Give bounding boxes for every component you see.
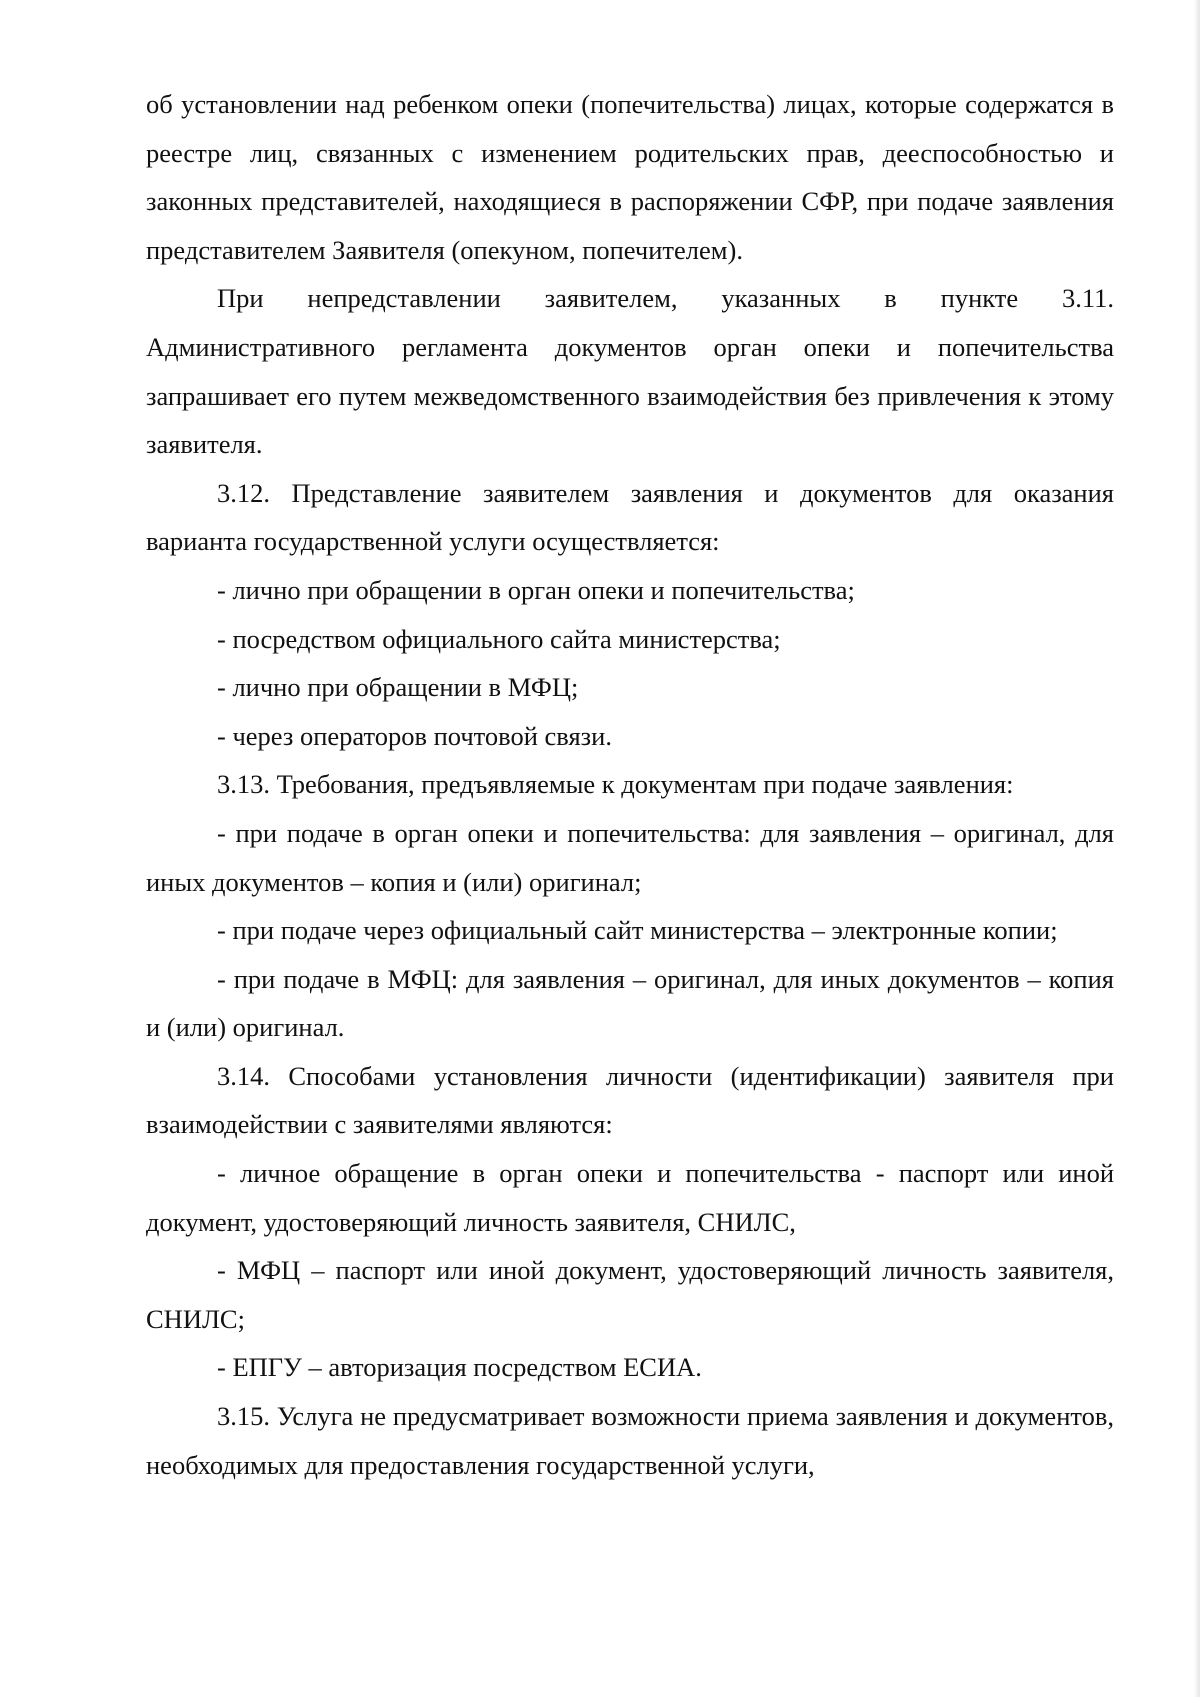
list-item-in-person-guardianship: - лично при обращении в орган опеки и попечительства; [217, 574, 855, 605]
list-item-official-site: - посредством официального сайта министерства; [217, 623, 781, 654]
list-item-site-electronic-copies: - при подаче через официальный сайт министерства – электронные копии; [217, 915, 1058, 946]
list-item-identity-guardianship: - личное обращение в орган опеки и попечительства - паспорт или иной документ, удостоверяющий личность заявителя, СНИЛС, [146, 1158, 1114, 1237]
paragraph-3-15: 3.15. Услуга не предусматривает возможности приема заявления и документов, необходимых для предоставления государственной услуги, [146, 1401, 1114, 1480]
paragraph-non-submission: При непредставлении заявителем, указанных в пункте 3.11. Административного регламента документов орган опеки и попечительства запрашивает его путем межведомственного взаимодействия без привлечения к этому заявителя. [146, 283, 1114, 460]
list-item-identity-mfc: - МФЦ – паспорт или иной документ, удостоверяющий личность заявителя, СНИЛС; [146, 1255, 1114, 1334]
list-item-identity-epgu: - ЕПГУ – авторизация посредством ЕСИА. [217, 1352, 702, 1383]
list-item-mfc-originals: - при подаче в МФЦ: для заявления – оригинал, для иных документов – копия и (или) оригинал. [146, 963, 1114, 1043]
paragraph-guardianship-registry: об установлении над ребенком опеки (попечительства) лицах, которые содержатся в реестре лиц, связанных с изменением родительских прав, дееспособностью и законных представителей, находящиеся в распоряжении СФР, при подаче заявления представителем Заявителя (опекуном, попечителем). [146, 89, 1114, 265]
page-edge [1194, 0, 1200, 1697]
list-item-guardianship-originals: - при подаче в орган опеки и попечительства: для заявления – оригинал, для иных документов – копия и (или) оригинал; [146, 817, 1114, 897]
document-body [146, 80, 1114, 1489]
paragraph-3-14: 3.14. Способами установления личности (идентификации) заявителя при взаимодействии с заявителями являются: [146, 1060, 1114, 1140]
list-item-in-person-mfc: - лично при обращении в МФЦ; [217, 672, 579, 703]
paragraph-3-13: 3.13. Требования, предъявляемые к документам при подаче заявления: [217, 769, 1014, 800]
list-item-postal: - через операторов почтовой связи. [217, 720, 612, 751]
paragraph-3-12: 3.12. Представление заявителем заявления и документов для оказания варианта государственной услуги осуществляется: [146, 477, 1114, 557]
